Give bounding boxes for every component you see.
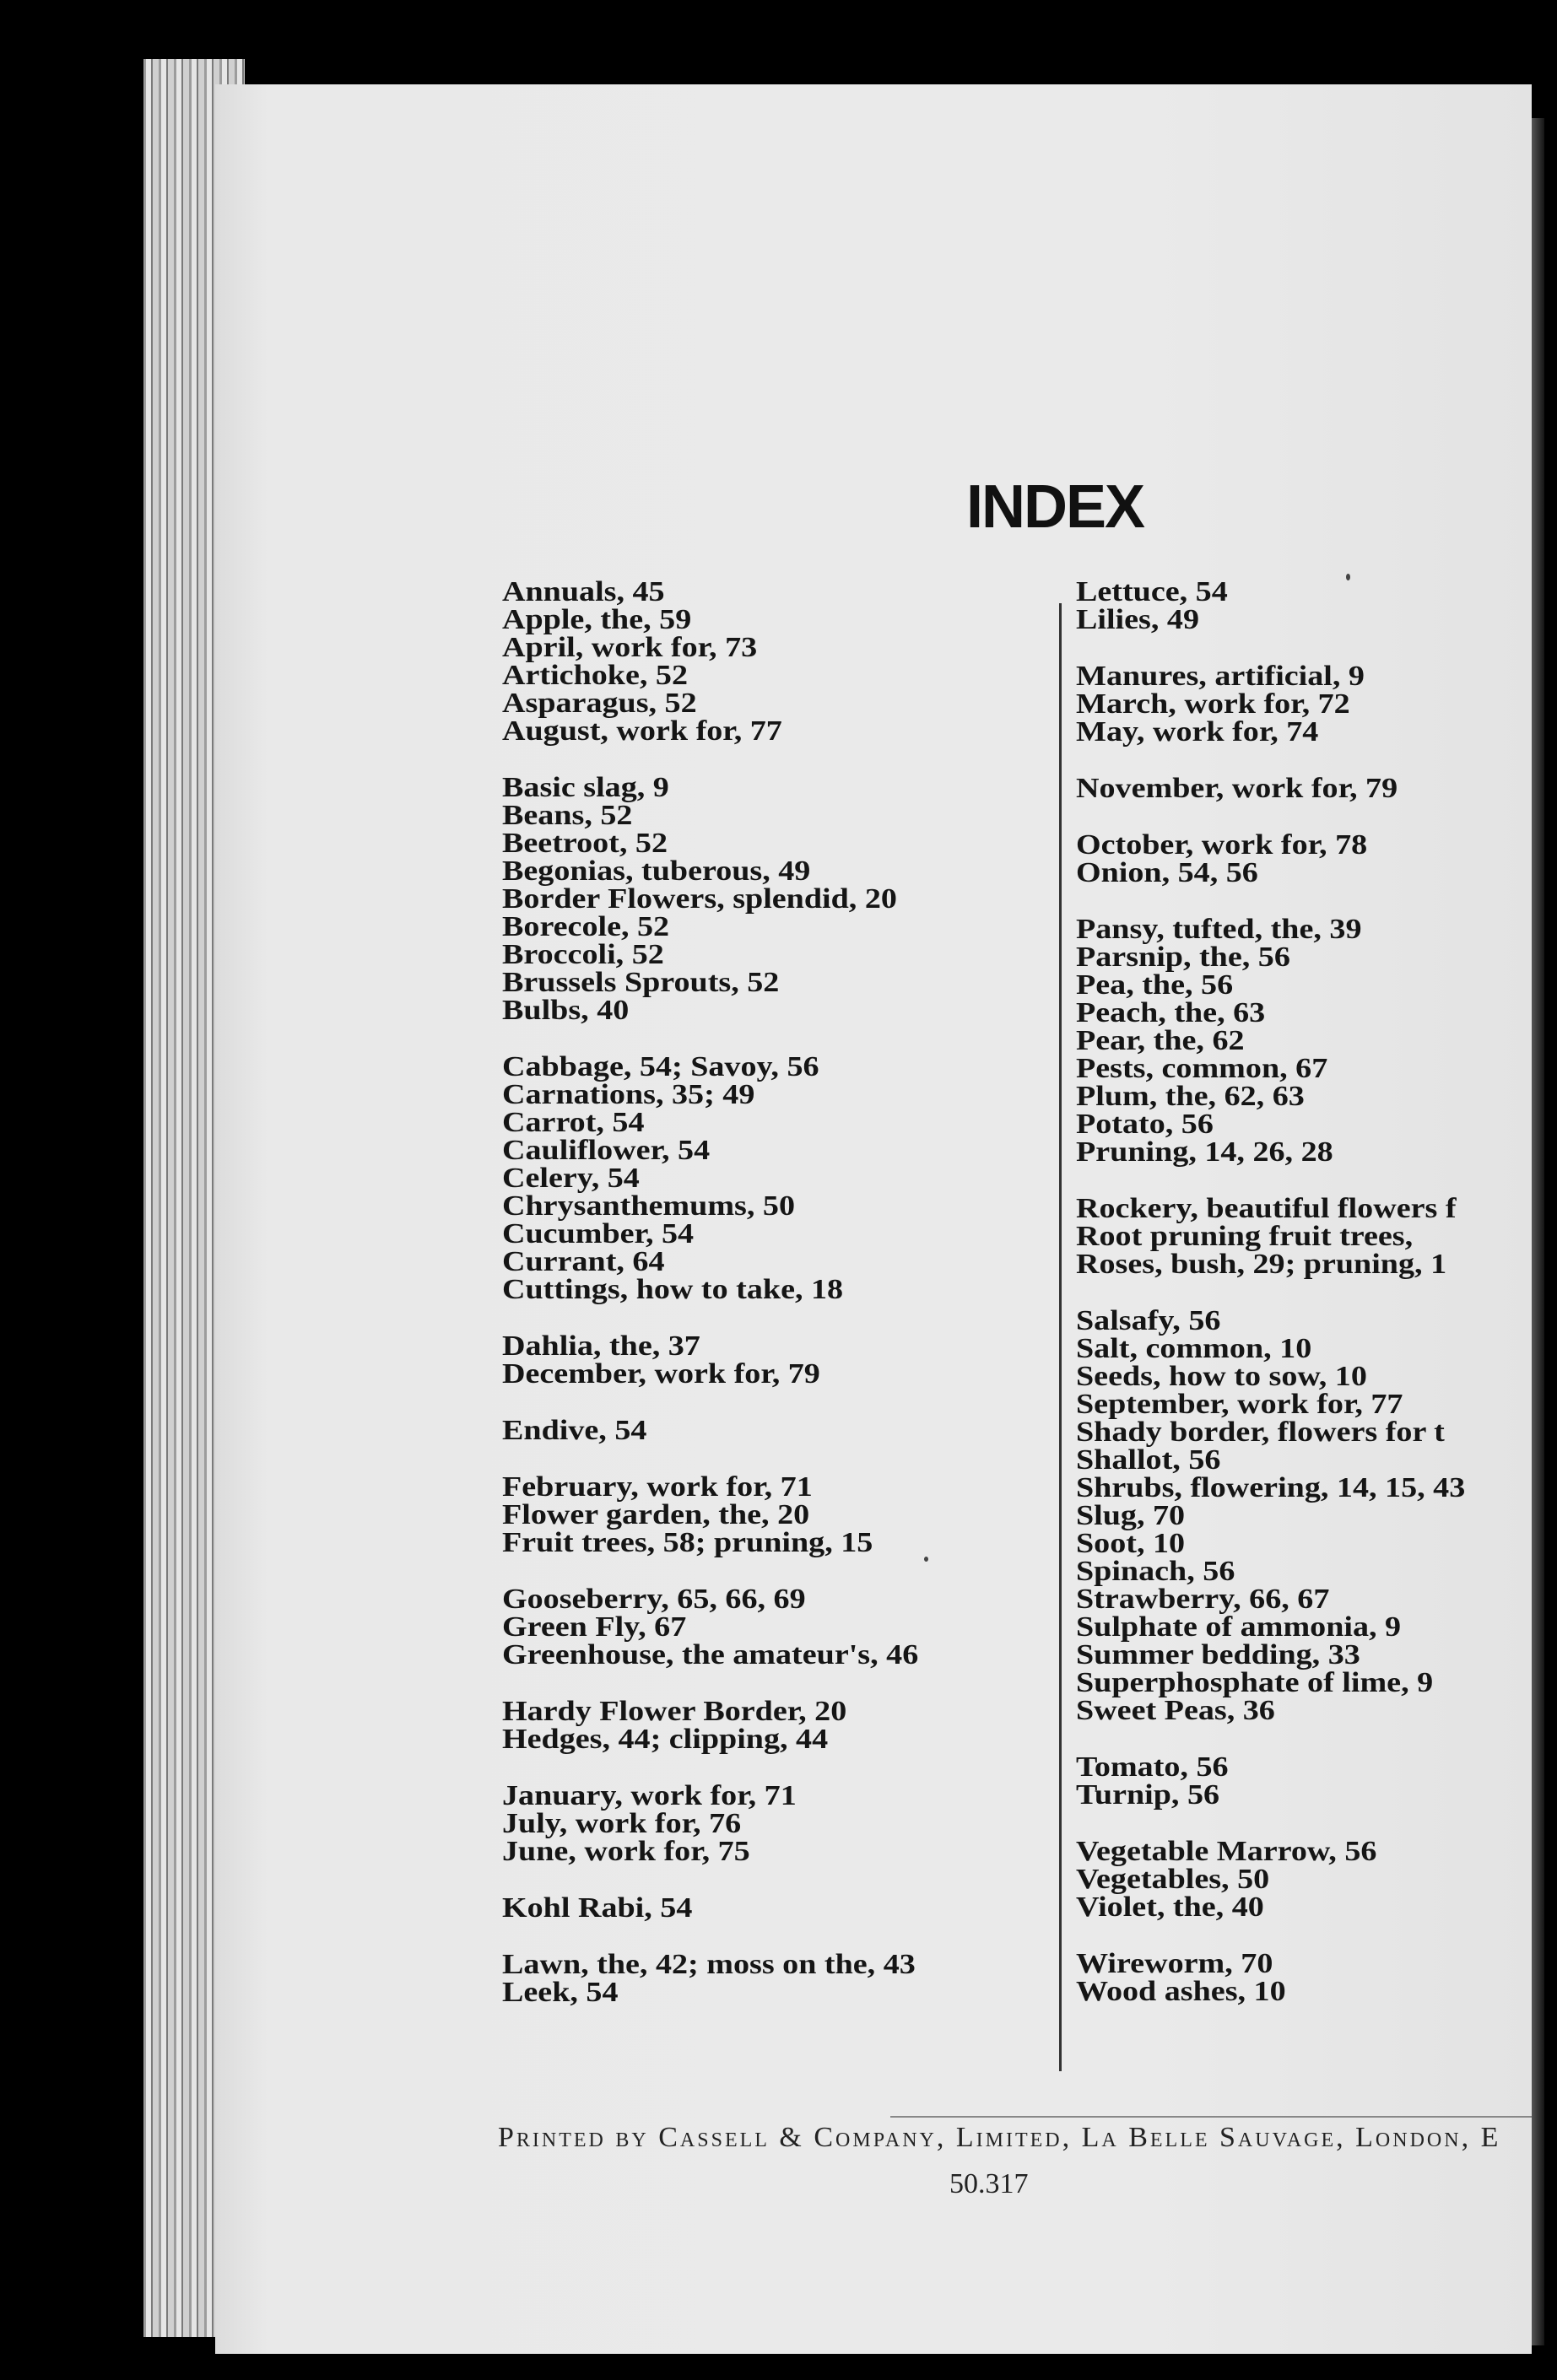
index-entry: Salt, common, 10 [1076,1333,1312,1364]
index-letter-group [502,1053,918,1303]
index-letter-group [1076,578,1465,634]
index-entry: Flower garden, the, 20 [502,1499,810,1530]
index-entry: Bulbs, 40 [502,995,630,1026]
index-entry: Begonias, tuberous, 49 [502,855,811,887]
index-entry: Fruit trees, 58; pruning, 15 [502,1527,873,1558]
index-entry: Border Flowers, splendid, 20 [502,883,897,915]
index-entry: Shrubs, flowering, 14, 15, 43 [1076,1472,1466,1503]
index-letter-group [502,1417,918,1444]
index-right-column [1076,578,1465,2034]
index-letter-group [502,1697,918,1753]
index-entry: Vegetable Marrow, 56 [1076,1836,1377,1867]
index-entry: Leek, 54 [502,1977,619,2008]
index-letter-group [1076,1195,1465,1278]
index-letter-group [502,1332,918,1388]
index-entry: April, work for, 73 [502,632,758,663]
index-entry: March, work for, 72 [1076,688,1350,720]
index-entry: Rockery, beautiful flowers f [1076,1193,1457,1224]
index-entry: Onion, 54, 56 [1076,857,1258,888]
index-entry: Hardy Flower Border, 20 [502,1696,847,1727]
index-entry: Root pruning fruit trees, [1076,1221,1414,1252]
index-letter-group [502,1585,918,1669]
index-entry: Slug, 70 [1076,1500,1186,1531]
index-entry: Basic slag, 9 [502,772,669,803]
index-entry: Apple, the, 59 [502,604,692,635]
index-entry: Pests, common, 67 [1076,1053,1328,1084]
index-entry: Manures, artificial, 9 [1076,661,1365,692]
index-entry: Annuals, 45 [502,576,665,607]
index-entry: July, work for, 76 [502,1808,742,1839]
imprint-rule [890,2116,1532,2118]
page-title: INDEX [966,473,1144,541]
index-entry: Carnations, 35; 49 [502,1079,755,1110]
index-entry: Gooseberry, 65, 66, 69 [502,1584,806,1615]
index-entry: Sweet Peas, 36 [1076,1695,1275,1726]
index-entry: Turnip, 56 [1076,1779,1220,1811]
index-entry: Beetroot, 52 [502,828,668,859]
index-entry: Pea, the, 56 [1076,969,1234,1001]
index-entry: February, work for, 71 [502,1471,813,1503]
index-letter-group [1076,1753,1465,1809]
index-entry: June, work for, 75 [502,1836,750,1867]
index-entry: Dahlia, the, 37 [502,1330,700,1362]
index-letter-group [1076,662,1465,746]
index-entry: Salsafy, 56 [1076,1305,1221,1336]
index-entry: Broccoli, 52 [502,939,664,970]
index-entry: Endive, 54 [502,1415,647,1446]
index-entry: Superphosphate of lime, 9 [1076,1667,1434,1698]
index-letter-group [1076,1838,1465,1921]
index-entry: Asparagus, 52 [502,688,697,719]
index-entry: Green Fly, 67 [502,1611,687,1643]
index-entry: Shallot, 56 [1076,1444,1221,1476]
index-letter-group [502,774,918,1024]
index-left-column [502,578,918,2035]
index-entry: Violet, the, 40 [1076,1892,1264,1923]
column-divider [1059,603,1062,2071]
index-entry: Summer bedding, 33 [1076,1639,1360,1670]
index-page [215,84,1532,2354]
index-entry: Hedges, 44; clipping, 44 [502,1724,829,1755]
index-entry: Seeds, how to sow, 10 [1076,1361,1367,1392]
index-entry: Lawn, the, 42; moss on the, 43 [502,1949,916,1980]
index-entry: Wireworm, 70 [1076,1948,1273,1979]
index-letter-group [1076,1307,1465,1724]
index-letter-group [502,1894,918,1922]
index-entry: Greenhouse, the amateur's, 46 [502,1639,919,1670]
index-entry: Pruning, 14, 26, 28 [1076,1136,1333,1168]
index-letter-group [1076,774,1465,802]
index-letter-group [502,1473,918,1557]
index-entry: Shady border, flowers for t [1076,1417,1445,1448]
index-entry: Chrysanthemums, 50 [502,1190,795,1222]
index-entry: Carrot, 54 [502,1107,645,1138]
index-entry: Celery, 54 [502,1163,640,1194]
index-entry: Cabbage, 54; Savoy, 56 [502,1051,819,1082]
index-entry: Kohl Rabi, 54 [502,1892,693,1924]
index-entry: Wood ashes, 10 [1076,1976,1286,2007]
index-entry: Vegetables, 50 [1076,1864,1270,1895]
index-entry: Roses, bush, 29; pruning, 1 [1076,1249,1447,1280]
index-entry: Artichoke, 52 [502,660,688,691]
index-entry: Strawberry, 66, 67 [1076,1584,1330,1615]
index-entry: Beans, 52 [502,800,633,831]
index-entry: Parsnip, the, 56 [1076,942,1290,973]
index-letter-group [502,1782,918,1865]
index-entry: Cauliflower, 54 [502,1135,711,1166]
catalog-number: 50.317 [949,2168,1029,2199]
index-letter-group [502,578,918,745]
index-entry: Sulphate of ammonia, 9 [1076,1611,1402,1643]
index-entry: Brussels Sprouts, 52 [502,967,780,998]
index-entry: January, work for, 71 [502,1780,797,1811]
index-letter-group [1076,1950,1465,2005]
index-entry: Peach, the, 63 [1076,997,1266,1028]
index-entry: May, work for, 74 [1076,716,1319,747]
index-entry: Currant, 64 [502,1246,665,1277]
index-letter-group [1076,915,1465,1166]
index-entry: Pear, the, 62 [1076,1025,1245,1056]
index-entry: September, work for, 77 [1076,1389,1403,1420]
print-speck [924,1557,928,1562]
index-entry: Soot, 10 [1076,1528,1186,1559]
index-entry: Cuttings, how to take, 18 [502,1274,844,1305]
printer-imprint: Printed by Cassell & Company, Limited, La Belle Sauvage, London, E [498,2122,1501,2153]
index-entry: Pansy, tufted, the, 39 [1076,914,1362,945]
index-entry: November, work for, 79 [1076,773,1398,804]
index-entry: Cucumber, 54 [502,1218,695,1249]
index-entry: Plum, the, 62, 63 [1076,1081,1305,1112]
print-speck [1346,574,1350,580]
index-entry: December, work for, 79 [502,1358,820,1390]
index-entry: Tomato, 56 [1076,1751,1229,1783]
index-entry: Lettuce, 54 [1076,576,1228,607]
index-letter-group [1076,831,1465,887]
index-entry: Lilies, 49 [1076,604,1199,635]
index-entry: Spinach, 56 [1076,1556,1235,1587]
index-entry: October, work for, 78 [1076,829,1368,861]
index-letter-group [502,1951,918,2006]
index-entry: August, work for, 77 [502,715,782,747]
index-entry: Potato, 56 [1076,1109,1214,1140]
index-entry: Borecole, 52 [502,911,670,942]
